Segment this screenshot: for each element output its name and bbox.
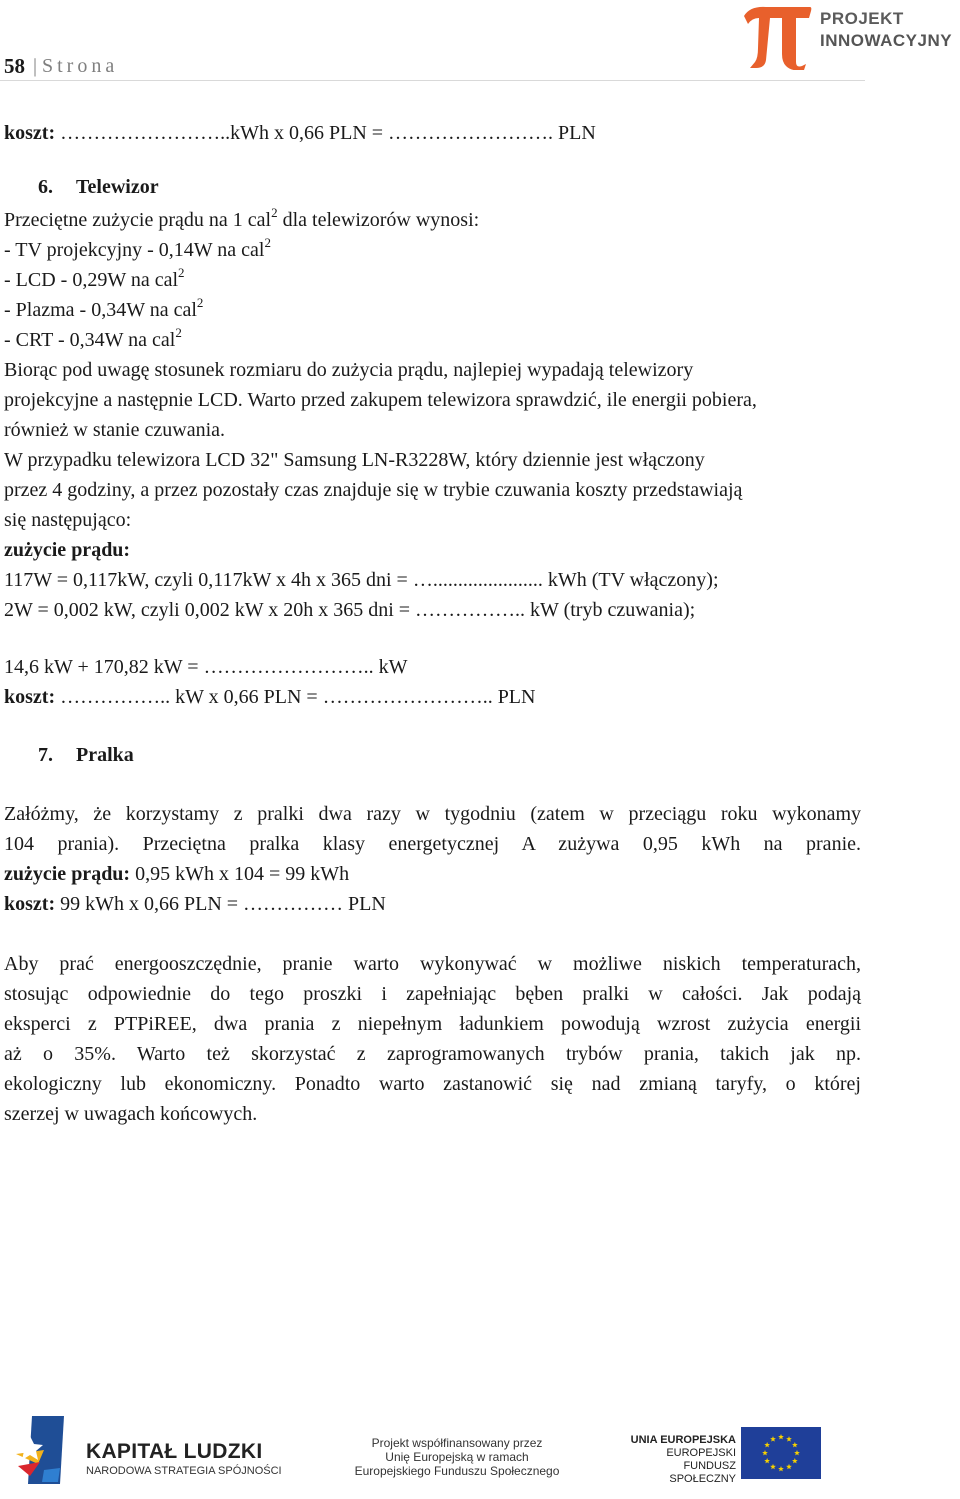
cofinance-note — [350, 1436, 564, 1478]
logo-line1: PROJEKT — [820, 9, 904, 28]
consumption-label: zużycie prądu: — [4, 539, 131, 561]
paragraph-line: Biorąc pod uwagę stosunek rozmiaru do zużycia prądu, najlepiej wypadają telewizory — [4, 359, 694, 381]
consumption-formula: 0,95 kWh x 104 = 99 kWh — [130, 863, 350, 885]
section-6-title: Telewizor — [76, 176, 159, 198]
paragraph-line: się następująco: — [4, 509, 132, 531]
kapital-ludzki-logo-icon — [14, 1414, 80, 1486]
paragraph-line: szerzej w uwagach końcowych. — [4, 1103, 258, 1125]
paragraph-line: aż o 35%. Warto też skorzystać z zaprogramowanych trybów prania, takich jak np. — [4, 1043, 861, 1065]
tv-item-plasma — [4, 295, 203, 325]
superscript: 2 — [196, 295, 204, 310]
superscript: 2 — [178, 265, 185, 280]
tv-item-text: - CRT - 0,34W na cal — [4, 329, 176, 351]
consumption-line — [4, 859, 349, 889]
section-7-number: 7. — [38, 744, 53, 766]
tv-item-lcd — [4, 265, 185, 295]
calc-line-standby: 2W = 0,002 kW, czyli 0,002 kW x 20h x 365 dni = …………….. kW (tryb czuwania); — [4, 599, 696, 621]
kapital-ludzki-text — [86, 1440, 282, 1477]
superscript: 2 — [271, 205, 278, 220]
tv-item-text: - TV projekcyjny - 0,14W na cal — [4, 239, 265, 261]
logo-line2: INNOWACYJNY — [820, 31, 953, 50]
paragraph-line: eksperci z PTPiREE, dwa prania z niepełnym ładunkiem powodują wzrost zużycia energii — [4, 1013, 861, 1035]
kapital-title: KAPITAŁ LUDZKI — [86, 1440, 263, 1463]
paragraph-line: Załóżmy, że korzystamy z pralki dwa razy w tygodniu (zatem w przeciągu roku wykonamy — [4, 803, 861, 825]
tv-intro — [4, 205, 479, 235]
pi-logo-icon — [740, 2, 814, 70]
paragraph-line: również w stanie czuwania. — [4, 419, 226, 441]
tv-item-projection — [4, 235, 271, 265]
eu-line: UNIA EUROPEJSKA — [630, 1434, 736, 1446]
cost-line-2 — [4, 682, 535, 712]
cofinance-line: Projekt współfinansowany przez — [371, 1436, 543, 1450]
cost-label: koszt: — [4, 686, 56, 708]
paragraph-line: Aby prać energooszczędnie, pranie warto wykonywać w możliwe niskich temperaturach, — [4, 953, 861, 975]
eu-fund-text — [622, 1434, 736, 1486]
projekt-innowacyjny-logo — [820, 8, 952, 52]
cost-label: koszt: — [4, 122, 56, 144]
page-word: Strona — [42, 55, 119, 77]
tv-intro-a: Przeciętne zużycie prądu na 1 cal — [4, 209, 272, 231]
section-6-number: 6. — [38, 176, 53, 198]
kapital-subtitle: NARODOWA STRATEGIA SPÓJNOŚCI — [86, 1465, 282, 1477]
calc-line-sum: 14,6 kW + 170,82 kW = …………………….. kW — [4, 656, 408, 678]
cost-formula: …………….. kW x 0,66 PLN = …………………….. PLN — [55, 686, 536, 708]
page-number: 58 — [4, 54, 25, 78]
superscript: 2 — [175, 325, 182, 340]
tv-item-crt — [4, 325, 182, 355]
paragraph-line: ekologiczny lub ekonomiczny. Ponadto warto zastanowić się nad zmianą taryfy, o której — [4, 1073, 861, 1095]
cost-line-3 — [4, 889, 386, 919]
section-7-title: Pralka — [76, 744, 134, 766]
paragraph-line: przez 4 godziny, a przez pozostały czas znajduje się w trybie czuwania koszty przedstawiają — [4, 479, 743, 501]
paragraph-line: W przypadku telewizora LCD 32" Samsung LN-R3228W, który dziennie jest włączony — [4, 449, 705, 471]
cofinance-line: Europejskiego Funduszu Społecznego — [354, 1464, 560, 1478]
cost-label: koszt: — [4, 893, 56, 915]
cost-line-1 — [4, 118, 596, 148]
eu-line: FUNDUSZ SPOŁECZNY — [669, 1460, 736, 1485]
paragraph-line: projekcyjne a następnie LCD. Warto przed zakupem telewizora sprawdzić, ile energii pobiera, — [4, 389, 757, 411]
cost-formula: 99 kWh x 0,66 PLN = …………… PLN — [55, 893, 386, 915]
tv-item-text: - Plazma - 0,34W na cal — [4, 299, 197, 321]
cost-formula: ……………………..kWh x 0,66 PLN = ……………………. PLN — [55, 122, 596, 144]
eu-line: EUROPEJSKI — [666, 1447, 736, 1459]
paragraph-line: stosując odpowiednie do tego proszki i zapełniając bęben pralki w całości. Jak podają — [4, 983, 861, 1005]
consumption-label: zużycie prądu: — [4, 863, 131, 885]
eu-flag-icon — [741, 1427, 821, 1479]
cofinance-line: Unię Europejską w ramach — [385, 1450, 529, 1464]
paragraph-line: 104 prania). Przeciętna pralka klasy energetycznej A zużywa 0,95 kWh na pranie. — [4, 833, 861, 855]
tv-item-text: - LCD - 0,29W na cal — [4, 269, 179, 291]
tv-intro-b: dla telewizorów wynosi: — [277, 209, 480, 231]
header-separator: | — [33, 55, 38, 77]
header-rule — [0, 80, 865, 81]
superscript: 2 — [264, 235, 271, 250]
calc-line-on: 117W = 0,117kW, czyli 0,117kW x 4h x 365 dni = …...................... kWh (TV włączony); — [4, 569, 719, 591]
